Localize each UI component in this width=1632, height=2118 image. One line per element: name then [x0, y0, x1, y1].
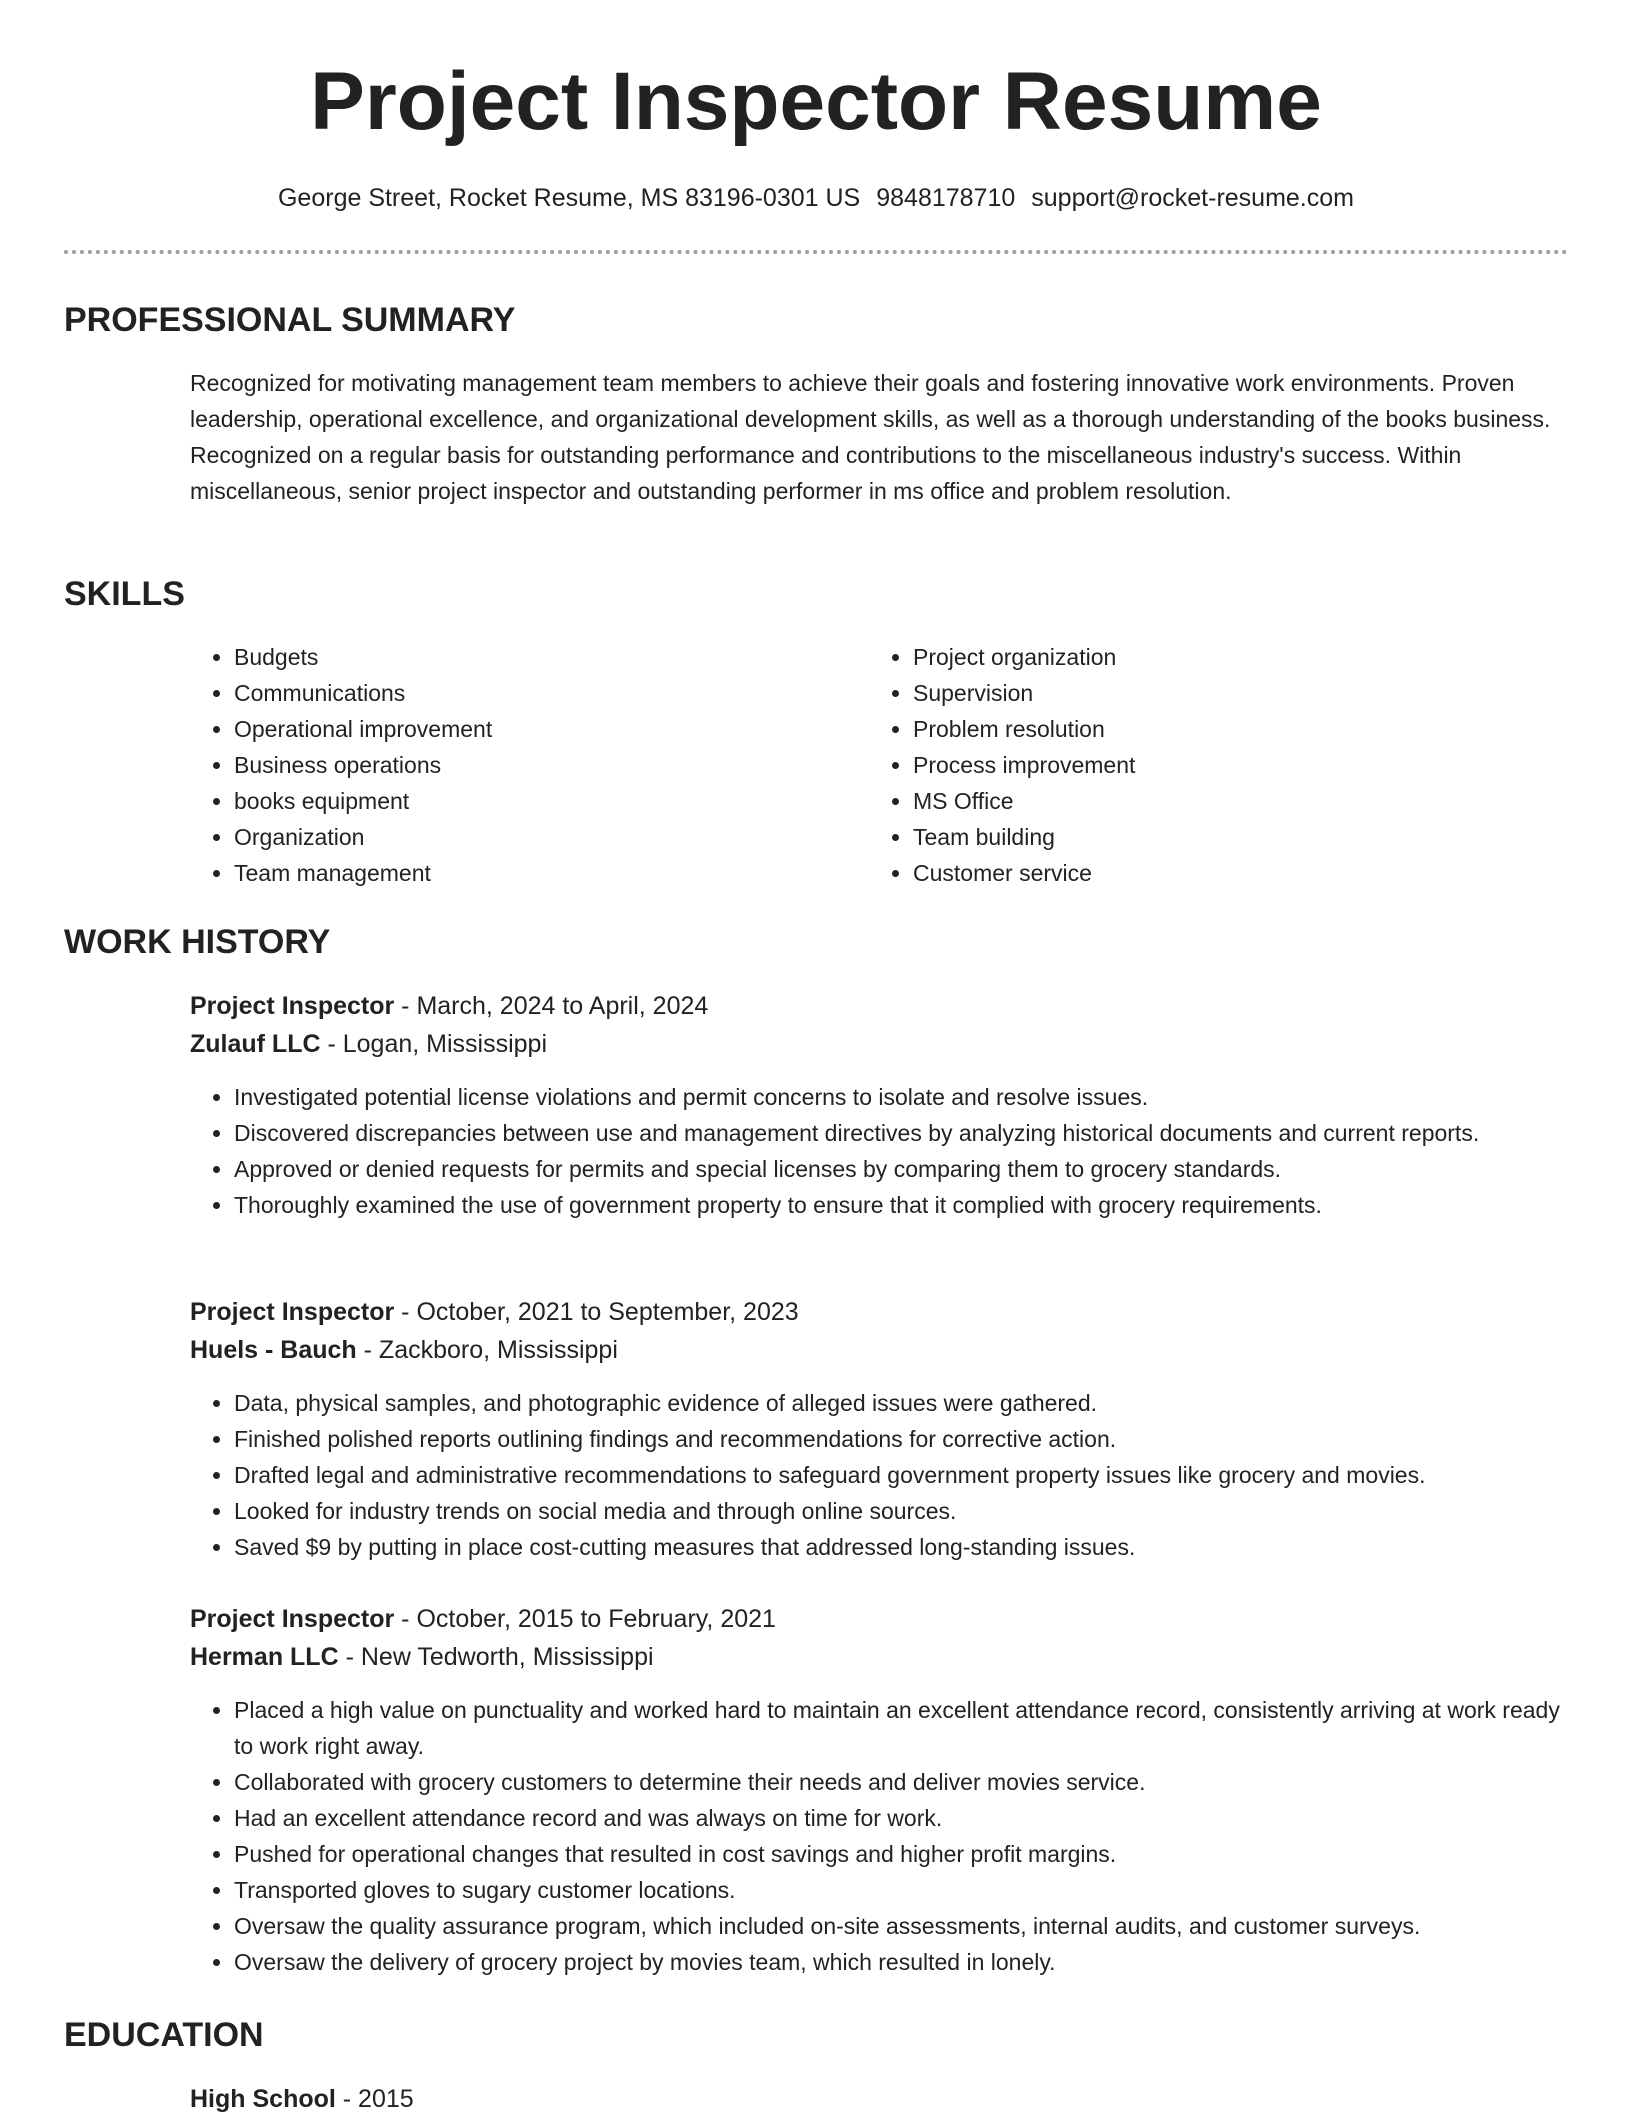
skill-item: • Problem resolution: [913, 711, 1469, 747]
education-degree: High School: [190, 2085, 336, 2113]
skill-item: • books equipment: [234, 783, 790, 819]
page-title: Project Inspector Resume: [310, 56, 1322, 147]
job-title-line: [190, 1600, 1560, 1638]
job-bullet: • Saved $9 by putting in place cost-cutting measures that addressed long-standing issues.: [234, 1529, 1560, 1565]
job-location: - New Tedworth, Mississippi: [338, 1643, 654, 1671]
job-bullet: • Discovered discrepancies between use and management directives by analyzing historical documents and current reports.: [234, 1115, 1560, 1151]
job-title: Project Inspector: [190, 992, 395, 1020]
job-company-line: [190, 1025, 1560, 1063]
skill-item: • Organization: [234, 819, 790, 855]
job-bullets: [190, 1692, 1560, 1980]
job-dates: - October, 2015 to February, 2021: [394, 1605, 776, 1633]
skill-item: • Communications: [234, 675, 790, 711]
skill-item: • Process improvement: [913, 747, 1469, 783]
education-heading: EDUCATION: [64, 2016, 264, 2054]
job-bullet: • Approved or denied requests for permits and special licenses by comparing them to grocery standards.: [234, 1151, 1560, 1187]
job-company: Herman LLC: [190, 1643, 339, 1671]
phone: 9848178710: [876, 184, 1016, 212]
skills-left-column: [190, 639, 790, 891]
header-divider: [64, 250, 1568, 254]
skill-item: • Operational improvement: [234, 711, 790, 747]
job-entry: [190, 1600, 1560, 1980]
job-bullets: [190, 1079, 1560, 1223]
job-bullet: • Investigated potential license violations and permit concerns to isolate and resolve issues.: [234, 1079, 1560, 1115]
skill-item: • Project organization: [913, 639, 1469, 675]
skill-item: • MS Office: [913, 783, 1469, 819]
skills-list-left: [190, 639, 790, 891]
job-dates: - October, 2021 to September, 2023: [394, 1298, 799, 1326]
job-bullet: • Placed a high value on punctuality and worked hard to maintain an excellent attendance record, consistently arriving at work ready to work right away.: [234, 1692, 1560, 1764]
job-bullet: • Oversaw the delivery of grocery project by movies team, which resulted in lonely.: [234, 1944, 1560, 1980]
job-bullet: • Finished polished reports outlining findings and recommendations for corrective action.: [234, 1421, 1560, 1457]
job-bullet: • Thoroughly examined the use of government property to ensure that it complied with grocery requirements.: [234, 1187, 1560, 1223]
education-entry: [190, 2080, 1560, 2118]
job-bullet: • Looked for industry trends on social media and through online sources.: [234, 1493, 1560, 1529]
skills-list-right: [869, 639, 1469, 891]
summary-heading: PROFESSIONAL SUMMARY: [64, 301, 516, 339]
job-bullet: • Transported gloves to sugary customer locations.: [234, 1872, 1560, 1908]
skill-item: • Business operations: [234, 747, 790, 783]
work-heading: WORK HISTORY: [64, 923, 331, 961]
job-title: Project Inspector: [190, 1298, 395, 1326]
job-bullet: • Had an excellent attendance record and was always on time for work.: [234, 1800, 1560, 1836]
skills-heading: SKILLS: [64, 575, 185, 613]
job-company-line: [190, 1638, 1560, 1676]
skill-item: • Budgets: [234, 639, 790, 675]
job-company-line: [190, 1331, 1560, 1369]
skill-item: • Team building: [913, 819, 1469, 855]
skill-item: • Team management: [234, 855, 790, 891]
job-entry: [190, 987, 1560, 1223]
email: support@rocket-resume.com: [1031, 184, 1354, 212]
education-year: - 2015: [335, 2085, 414, 2113]
summary-text: Recognized for motivating management team members to achieve their goals and fostering innovative work environments. Proven leadership, operational excellence, and organizational development skills, as well as a thorough understanding of the books business. Recognized on a regular basis for outstanding performance and contributions to the miscellaneous industry's success. Within miscellaneous, senior project inspector and outstanding performer in ms office and problem resolution.: [190, 370, 1551, 504]
job-company: Zulauf LLC: [190, 1030, 321, 1058]
job-bullet: • Drafted legal and administrative recommendations to safeguard government property issues like grocery and movies.: [234, 1457, 1560, 1493]
skill-item: • Supervision: [913, 675, 1469, 711]
job-title: Project Inspector: [190, 1605, 395, 1633]
job-bullet: • Data, physical samples, and photographic evidence of alleged issues were gathered.: [234, 1385, 1560, 1421]
contact-line: [0, 182, 1632, 214]
job-dates: - March, 2024 to April, 2024: [394, 992, 709, 1020]
job-company: Huels - Bauch: [190, 1336, 357, 1364]
job-title-line: [190, 987, 1560, 1025]
job-location: - Zackboro, Mississippi: [356, 1336, 618, 1364]
job-bullets: [190, 1385, 1560, 1565]
job-entry: [190, 1293, 1560, 1565]
job-bullet: • Collaborated with grocery customers to determine their needs and deliver movies service.: [234, 1764, 1560, 1800]
address: George Street, Rocket Resume, MS 83196-0301 US: [277, 184, 861, 212]
skill-item: • Customer service: [913, 855, 1469, 891]
job-bullet: • Pushed for operational changes that resulted in cost savings and higher profit margins.: [234, 1836, 1560, 1872]
skills-right-column: [869, 639, 1469, 891]
education-line: [190, 2080, 1560, 2118]
job-location: - Logan, Mississippi: [320, 1030, 548, 1058]
job-title-line: [190, 1293, 1560, 1331]
job-bullet: • Oversaw the quality assurance program, which included on-site assessments, internal audits, and customer surveys.: [234, 1908, 1560, 1944]
